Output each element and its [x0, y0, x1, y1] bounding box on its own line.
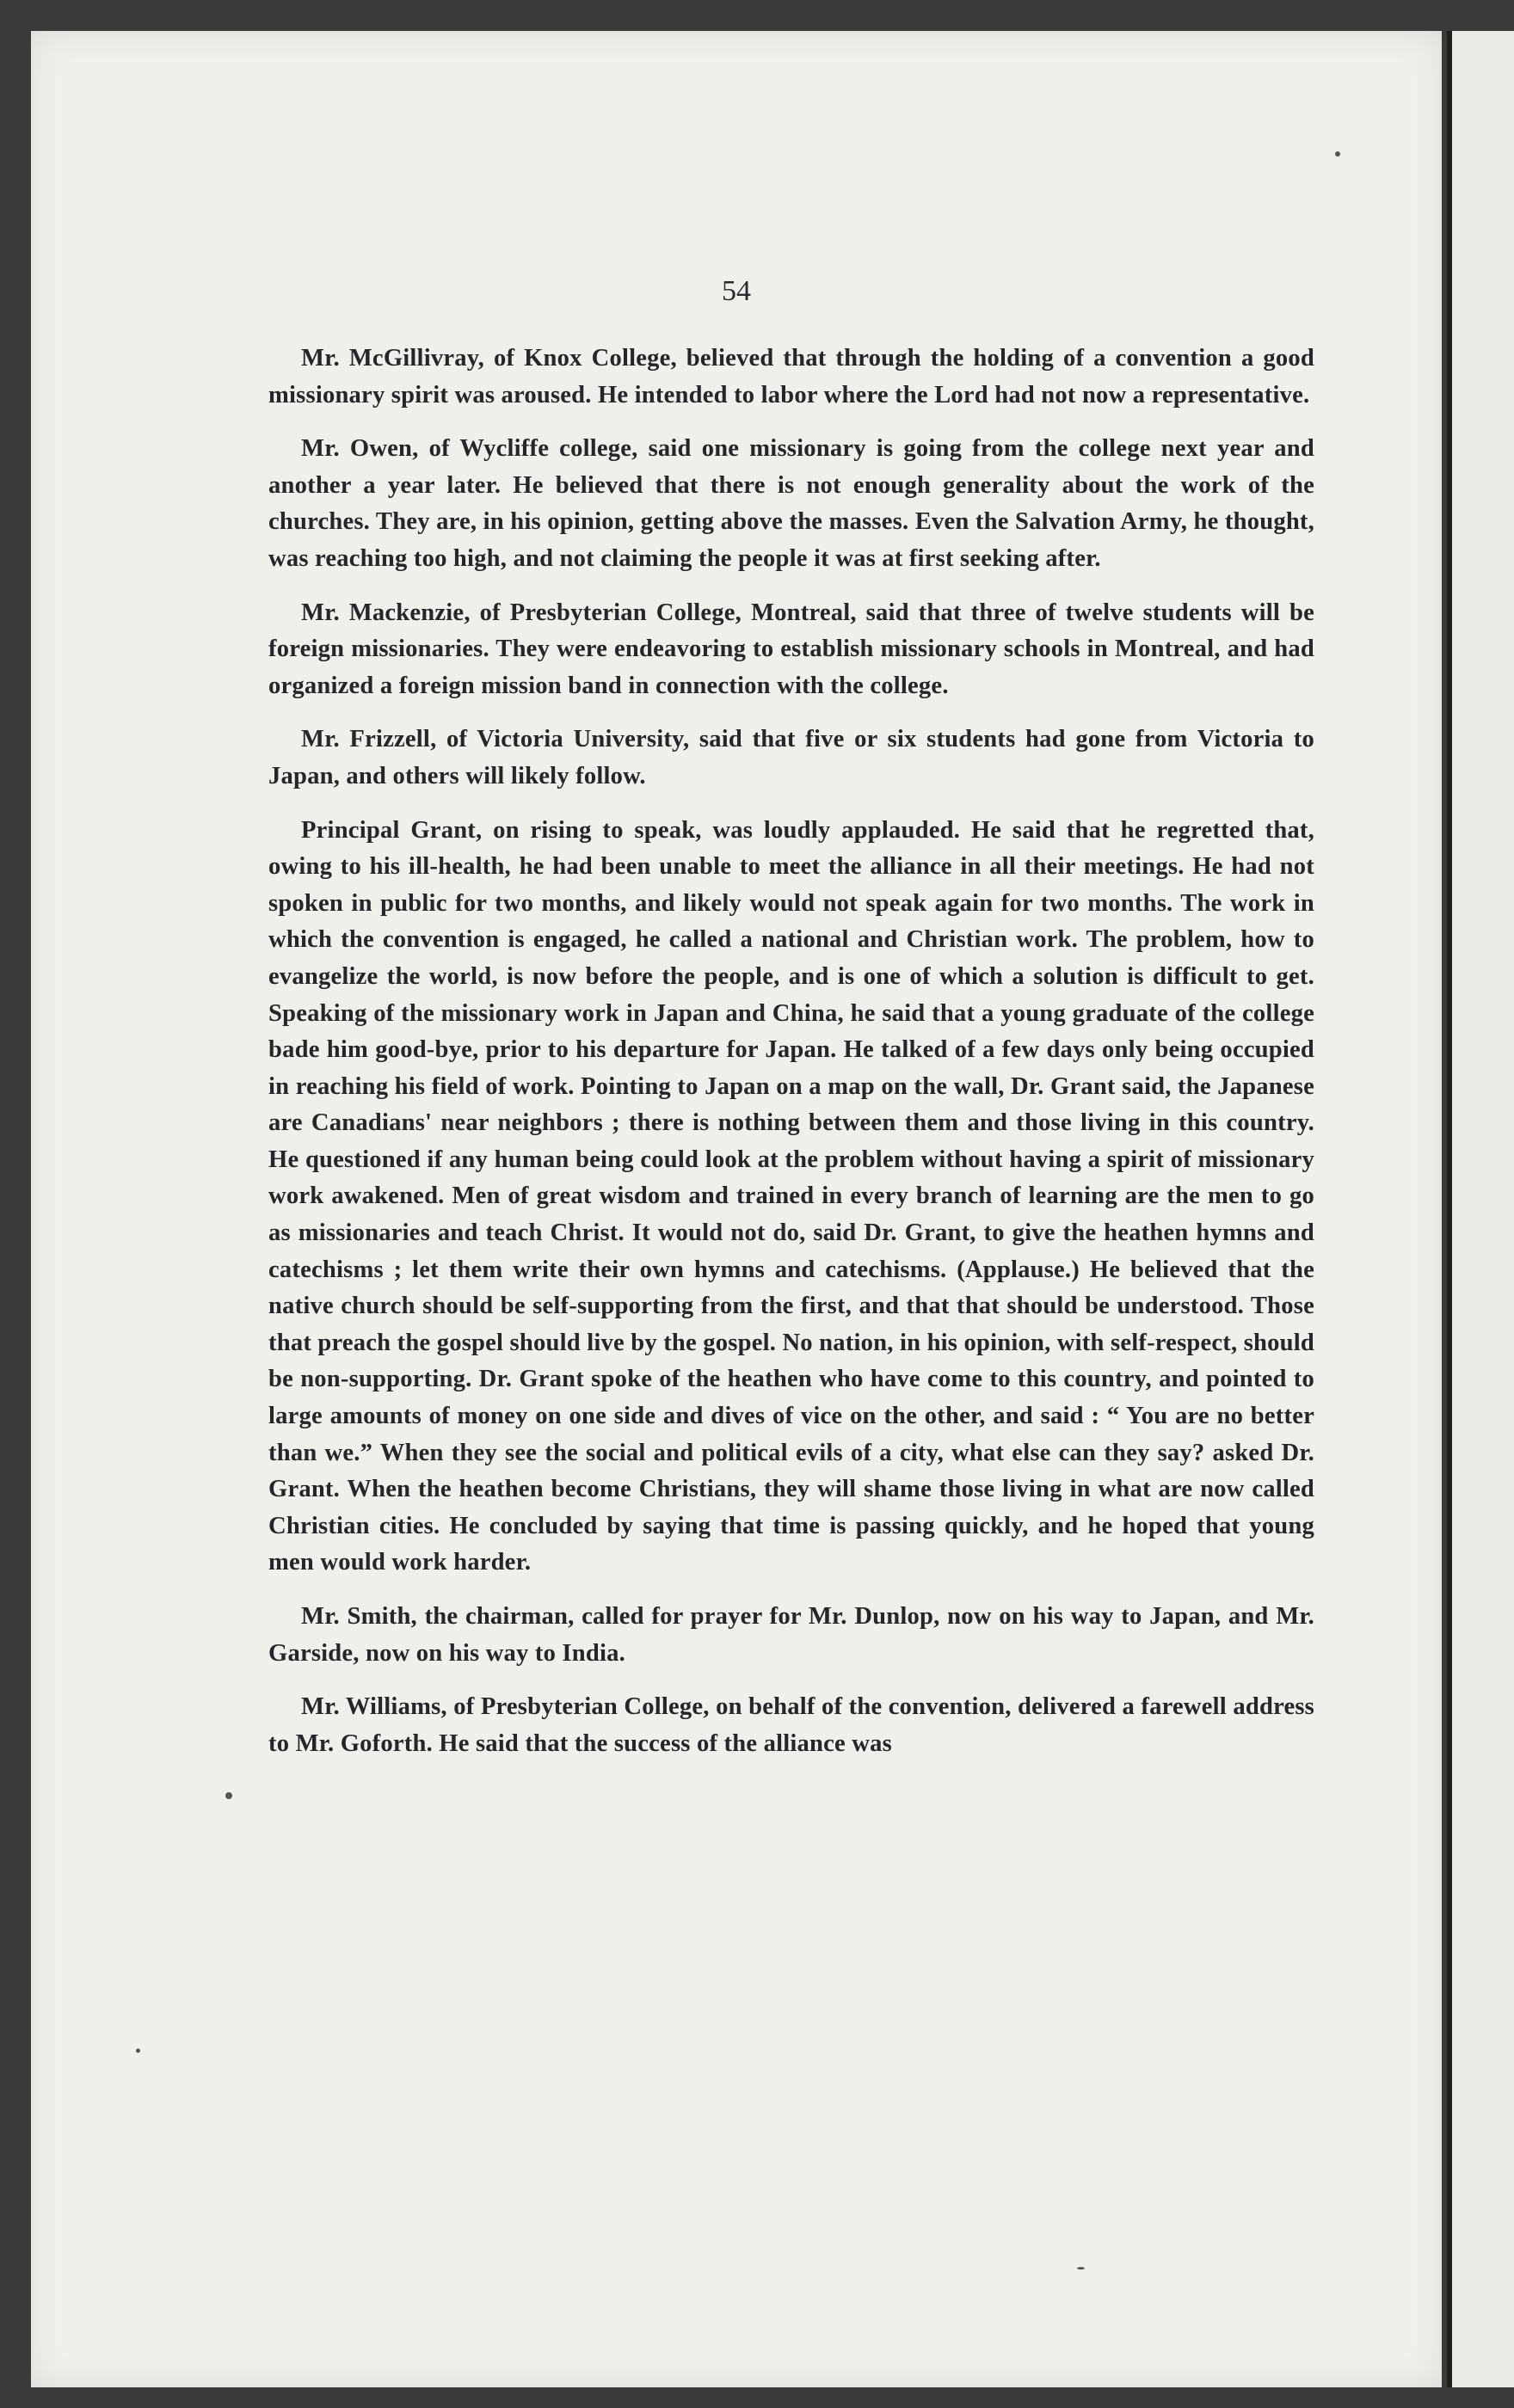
- adjacent-page-edge: [1452, 31, 1514, 2387]
- paragraph-williams: Mr. Williams, of Presbyterian College, on behalf of the convention, delivered a farewell address to Mr. Goforth. He said that the success of the alliance was: [268, 1693, 1314, 1757]
- paper-speck: [1335, 151, 1340, 157]
- paper-speck: [225, 1792, 232, 1799]
- document-page: [31, 31, 1442, 2387]
- page-number: 54: [722, 275, 751, 307]
- body-text: [268, 341, 1314, 1779]
- paragraph-mcgillivray: Mr. McGillivray, of Knox College, believed that through the holding of a convention a good missionary spirit was aroused. He intended to labor where the Lord had not now a representative.: [268, 345, 1314, 408]
- paragraph-owen: Mr. Owen, of Wycliffe college, said one missionary is going from the college next year and another a year later. He believed that there is not enough generality about the work of the churches. They are, in his opinion, getting above the masses. Even the Salvation Army, he thought, was reaching too high, and not claiming the people it was at first seeking after.: [268, 435, 1314, 572]
- paragraph-smith: Mr. Smith, the chairman, called for prayer for Mr. Dunlop, now on his way to Japan, and Mr. Garside, now on his way to India.: [268, 1603, 1314, 1667]
- paragraph-grant: Principal Grant, on rising to speak, was loudly applauded. He said that he regretted that, owing to his ill-health, he had been unable to meet the alliance in all their meetings. He had not spoken in public for two months, and likely would not speak again for two months. The work in which the convention is engaged, he called a national and Christian work. The problem, how to evangelize the world, is now before the people, and is one of which a solution is difficult to get. Speaking of the missionary work in Japan and China, he said that a young graduate of the college bade him good-bye, prior to his departure for Japan. He talked of a few days only being occupied in reaching his field of work. Pointing to Japan on a map on the wall, Dr. Grant said, the Japanese are Canadians' near neighbors ; there is nothing between them and those living in this country. He questioned if any human being could look at the problem without having a spirit of missionary work awakened. Men of great wisdom and trained in every branch of learning are the men to go as missionaries and teach Christ. It would not do, said Dr. Grant, to give the heathen hymns and catechisms ; let them write their own hymns and catechisms. (Applause.) He believed that the native church should be self-supporting from the first, and that that should be understood. Those that preach the gospel should live by the gospel. No nation, in his opinion, with self-respect, should be non-supporting. Dr. Grant spoke of the heathen who have come to this country, and pointed to large amounts of money on one side and dives of vice on the other, and said : “ You are no better than we.” When they see the social and political evils of a city, what else can they say? asked Dr. Grant. When the heathen become Christians, they will shame those living in what are now called Christian cities. He concluded by saying that time is passing quickly, and he hoped that young men would work harder.: [268, 816, 1314, 1576]
- paper-speck: [136, 2049, 140, 2053]
- paragraph-frizzell: Mr. Frizzell, of Victoria University, said that five or six students had gone from Victoria to Japan, and others will likely follow.: [268, 726, 1314, 789]
- paragraph-mackenzie: Mr. Mackenzie, of Presbyterian College, Montreal, said that three of twelve students will be foreign missionaries. They were endeavoring to establish missionary schools in Montreal, and had organized a foreign mission band in connection with the college.: [268, 599, 1314, 699]
- paper-speck: [1077, 2267, 1085, 2270]
